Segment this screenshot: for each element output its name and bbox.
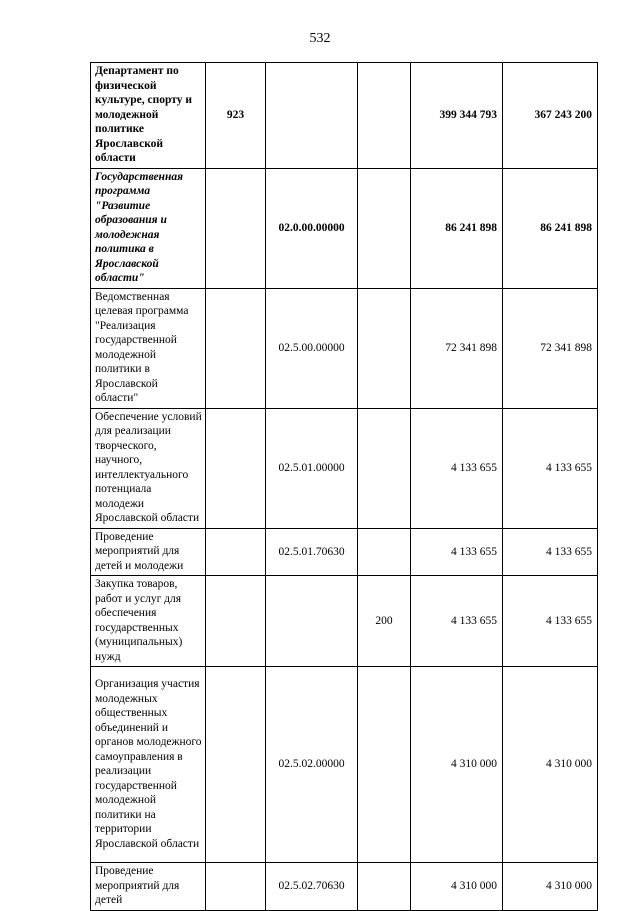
row-name: Ведомственная целевая программа "Реализация государственной молодежной политики в Ярославской области" xyxy=(91,288,206,408)
row-target-code xyxy=(266,576,358,667)
table-row xyxy=(91,528,598,576)
row-amount-2: 4 133 655 xyxy=(503,576,598,667)
row-expense-code xyxy=(358,667,411,863)
table-row xyxy=(91,63,598,169)
row-amount-2: 4 133 655 xyxy=(503,408,598,528)
row-name: Проведение мероприятий для детей и молодежи xyxy=(91,528,206,576)
table-row xyxy=(91,667,598,863)
row-amount-2: 4 310 000 xyxy=(503,667,598,863)
row-dept-code xyxy=(206,576,266,667)
row-target-code: 02.0.00.00000 xyxy=(266,168,358,288)
row-target-code: 02.5.02.70630 xyxy=(266,863,358,911)
row-amount-2: 4 310 000 xyxy=(503,863,598,911)
row-expense-code xyxy=(358,408,411,528)
row-name: Департамент по физической культуре, спорту и молодежной политике Ярославской области xyxy=(91,63,206,169)
row-dept-code xyxy=(206,863,266,911)
row-name: Закупка товаров, работ и услуг для обеспечения государственных (муниципальных) нужд xyxy=(91,576,206,667)
row-target-code: 02.5.02.00000 xyxy=(266,667,358,863)
row-target-code: 02.5.01.00000 xyxy=(266,408,358,528)
row-target-code: 02.5.00.00000 xyxy=(266,288,358,408)
row-amount-1: 86 241 898 xyxy=(411,168,503,288)
row-amount-2: 367 243 200 xyxy=(503,63,598,169)
row-dept-code xyxy=(206,667,266,863)
row-target-code xyxy=(266,63,358,169)
row-dept-code xyxy=(206,408,266,528)
table-row xyxy=(91,408,598,528)
table-row xyxy=(91,168,598,288)
row-amount-1: 399 344 793 xyxy=(411,63,503,169)
row-expense-code xyxy=(358,288,411,408)
table-row xyxy=(91,863,598,911)
row-name: Проведение мероприятий для детей xyxy=(91,863,206,911)
row-expense-code xyxy=(358,63,411,169)
row-amount-2: 72 341 898 xyxy=(503,288,598,408)
row-dept-code: 923 xyxy=(206,63,266,169)
row-expense-code xyxy=(358,863,411,911)
row-amount-2: 4 133 655 xyxy=(503,528,598,576)
row-name: Государственная программа "Развитие образования и молодежная политика в Ярославской области" xyxy=(91,168,206,288)
row-target-code: 02.5.01.70630 xyxy=(266,528,358,576)
row-amount-2: 86 241 898 xyxy=(503,168,598,288)
row-name: Обеспечение условий для реализации творческого, научного, интеллектуального потенциала молодежи Ярославской области xyxy=(91,408,206,528)
row-amount-1: 4 310 000 xyxy=(411,863,503,911)
row-amount-1: 4 133 655 xyxy=(411,576,503,667)
row-dept-code xyxy=(206,528,266,576)
row-amount-1: 4 133 655 xyxy=(411,408,503,528)
row-amount-1: 4 133 655 xyxy=(411,528,503,576)
row-expense-code: 200 xyxy=(358,576,411,667)
row-expense-code xyxy=(358,528,411,576)
row-expense-code xyxy=(358,168,411,288)
table-row xyxy=(91,576,598,667)
row-name: Организация участия молодежных общественных объединений и органов молодежного самоуправления в реализации государственной молодежной политики на территории Ярославской области xyxy=(91,667,206,863)
table-row xyxy=(91,288,598,408)
budget-table xyxy=(90,62,598,911)
page-number: 532 xyxy=(309,31,331,46)
row-dept-code xyxy=(206,288,266,408)
row-dept-code xyxy=(206,168,266,288)
row-amount-1: 72 341 898 xyxy=(411,288,503,408)
row-amount-1: 4 310 000 xyxy=(411,667,503,863)
